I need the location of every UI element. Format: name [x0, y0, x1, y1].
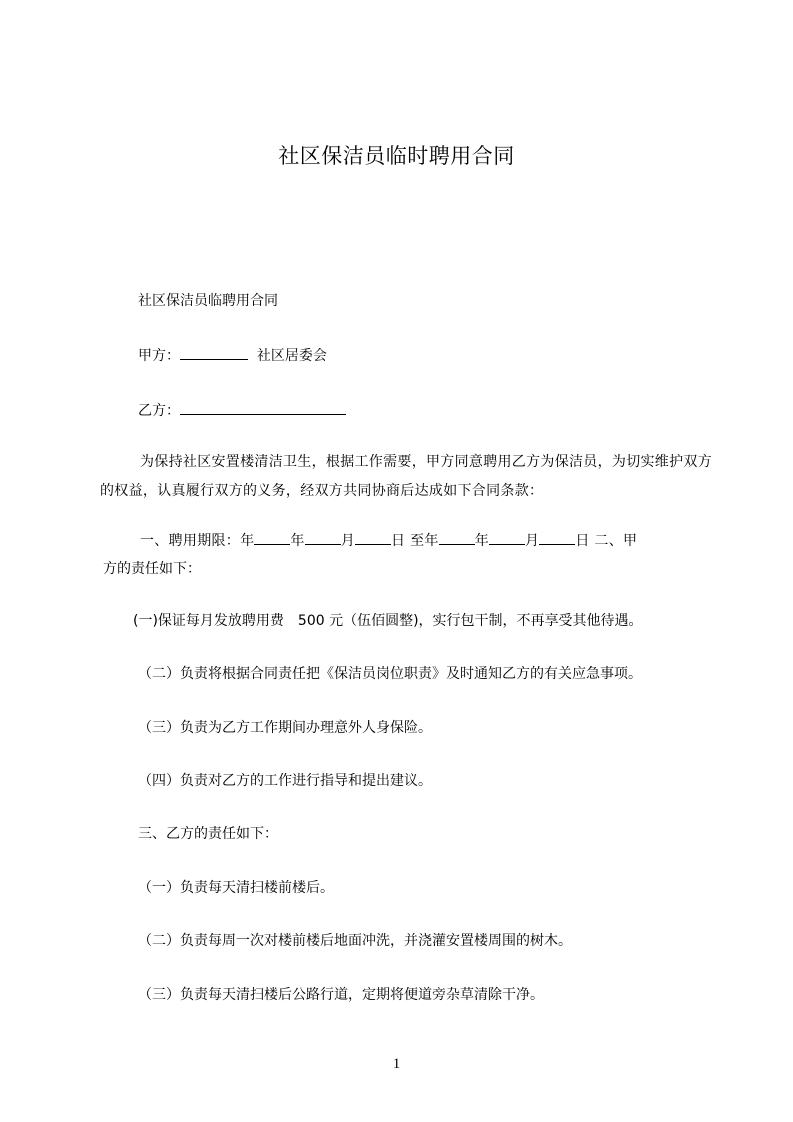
term-day-2: 日 — [575, 533, 590, 549]
term-year-2: 年 — [474, 533, 490, 549]
party-b-line — [138, 400, 346, 420]
intro-paragraph: 为保持社区安置楼清洁卫生，根据工作需要，甲方同意聘用乙方为保洁员，为切实维护双方的权益，认真履行双方的义务，经双方共同协商后达成如下合同条款： — [100, 454, 712, 499]
term-year-1: 年 — [290, 533, 305, 549]
blank-3 — [355, 530, 391, 545]
party-b-heading: 三、乙方的责任如下： — [138, 826, 278, 842]
party-a-line — [138, 345, 327, 365]
contract-subtitle: 社区保洁员临聘用合同 — [138, 293, 278, 309]
page-number: 1 — [392, 1056, 401, 1072]
party-a-duty-1: (一)保证每月发放聘用费 500 元（伍佰圆整)，实行包干制，不再享受其他待遇。 — [133, 613, 643, 629]
document-title: 社区保洁员临时聘用合同 — [278, 144, 515, 168]
term-month-2: 月 — [525, 533, 540, 549]
party-b-duty-3: （三）负责每天清扫楼后公路行道，定期将便道旁杂草清除干净。 — [138, 987, 544, 1003]
party-a-label: 甲方： — [138, 348, 180, 364]
blank-5 — [489, 530, 525, 545]
term-wrap: 方的责任如下： — [103, 561, 201, 577]
party-b-label: 乙方： — [138, 403, 180, 419]
blank-2 — [305, 530, 341, 545]
party-b-duty-1: （一）负责每天清扫楼前楼后。 — [138, 880, 334, 896]
blank-4 — [439, 530, 475, 545]
party-a-value: 社区居委会 — [256, 348, 327, 364]
party-b-duty-2: （二）负责每周一次对楼前楼后地面冲洗，并浇灌安置楼周围的树木。 — [138, 933, 572, 949]
party-a-duty-2: （二）负责将根据合同责任把《保洁员岗位职责》及时通知乙方的有关应急事项。 — [138, 666, 642, 682]
term-prefix: 一、聘用期限：年 — [140, 533, 255, 549]
term-month-1: 月 — [340, 533, 356, 549]
party-a-duty-3: （三）负责为乙方工作期间办理意外人身保险。 — [138, 720, 432, 736]
blank-1 — [254, 530, 290, 545]
party-a-blank — [180, 345, 248, 360]
party-a-duty-4: （四）负责对乙方的工作进行指导和提出建议。 — [138, 773, 432, 789]
term-paragraph — [100, 527, 718, 556]
party-b-blank — [180, 400, 346, 415]
term-day-1: 日 — [391, 533, 406, 549]
term-to: 至年 — [405, 533, 439, 549]
blank-6 — [539, 530, 575, 545]
term-next: 二、甲 — [594, 533, 638, 549]
